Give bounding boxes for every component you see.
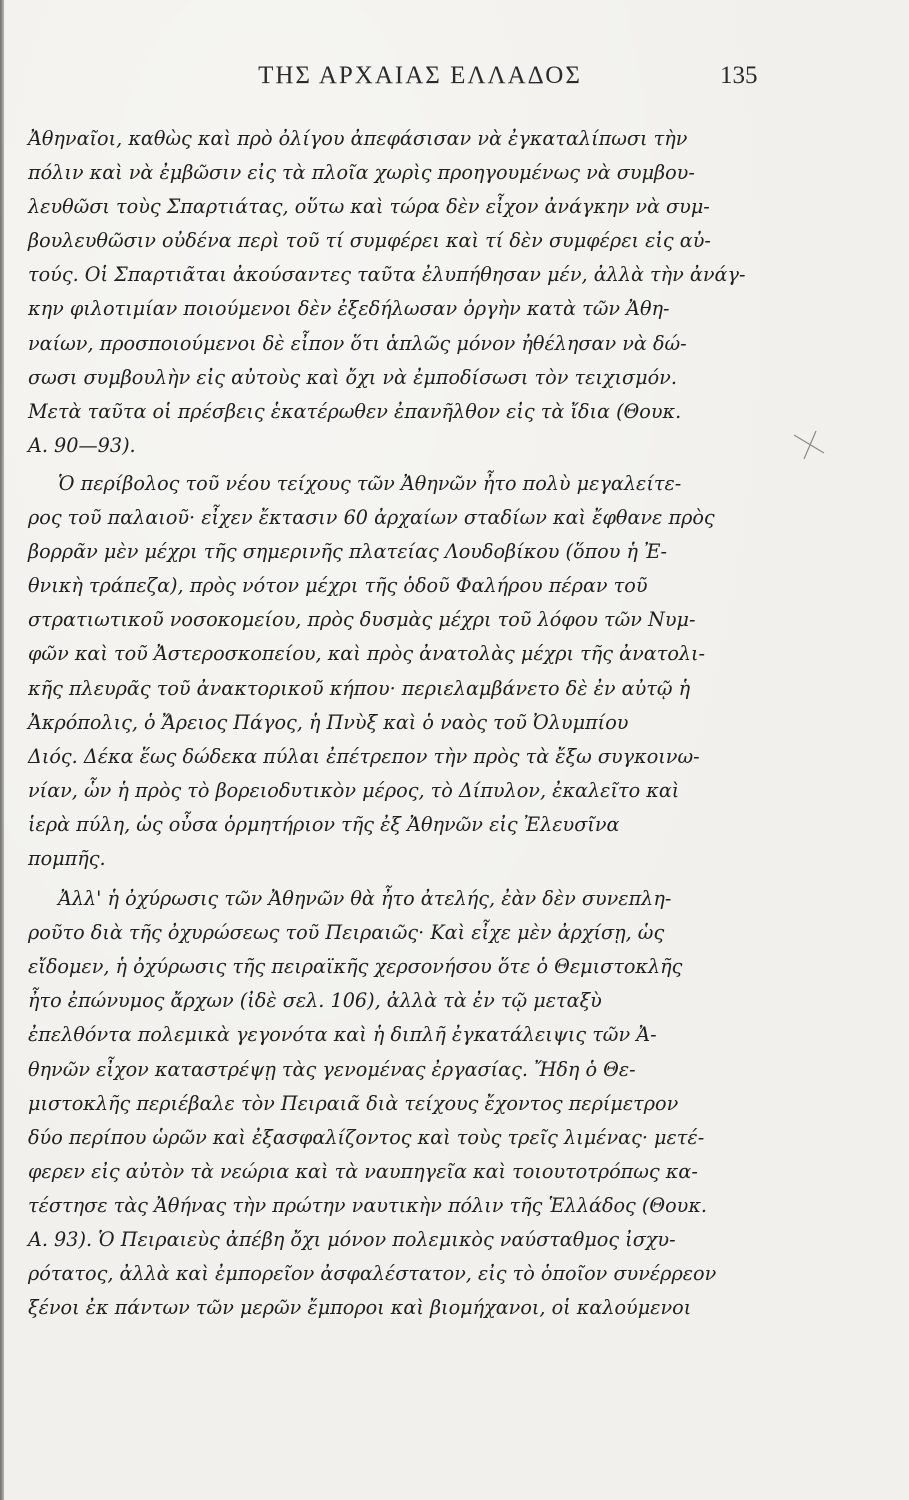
text-line: κην φιλοτιμίαν ποιούμενοι δὲν ἐξεδήλωσαν ὀργὴν κατὰ τῶν Ἀθη-: [28, 297, 670, 321]
body-text: [28, 122, 788, 1325]
pencil-cross-mark-icon: [790, 425, 830, 465]
text-line: φερεν εἰς αὐτὸν τὰ νεώρια καὶ τὰ ναυπηγεῖα καὶ τοιουτοτρόπως κα-: [28, 1159, 698, 1183]
text-line: φῶν καὶ τοῦ Ἀστεροσκοπείου, καὶ πρὸς ἀνατολὰς μέχρι τῆς ἀνατολι-: [28, 642, 706, 666]
text-line: ἱερὰ πύλη, ὡς οὖσα ὁρμητήριον τῆς ἐξ Ἀθηνῶν εἰς Ἐλευσῖνα: [28, 812, 620, 836]
page-number: 135: [720, 62, 758, 89]
text-line: Διός. Δέκα ἕως δώδεκα πύλαι ἐπέτρεπον τὴν πρὸς τὰ ἔξω συγκοινω-: [28, 744, 700, 768]
text-line: Ἀθηναῖοι, καθὼς καὶ πρὸ ὀλίγου ἀπεφάσισαν νὰ ἐγκαταλίπωσι τὴν: [28, 127, 688, 150]
text-line: λευθῶσι τοὺς Σπαρτιάτας, οὕτω καὶ τώρα δὲν εἶχον ἀνάγκην νὰ συμ-: [28, 195, 710, 219]
page-header: [0, 62, 909, 98]
text-line: Α. 90—93).: [28, 433, 136, 457]
text-line: ἐπελθόντα πολεμικὰ γεγονότα καὶ ἡ διπλῆ ἐγκατάλειψις τῶν Ἀ-: [28, 1023, 657, 1047]
text-line: θνικὴ τράπεζα), πρὸς νότον μέχρι τῆς ὁδοῦ Φαλήρου πέραν τοῦ: [28, 574, 648, 598]
text-line: σωσι συμβουλὴν εἰς αὐτοὺς καὶ ὄχι νὰ ἐμποδίσωσι τὸν τειχισμόν.: [28, 365, 677, 389]
text-line: κῆς πλευρᾶς τοῦ ἀνακτορικοῦ κήπου· περιελαμβάνετο δὲ ἐν αὐτῷ ἡ: [28, 676, 691, 700]
text-line: στρατιωτικοῦ νοσοκομείου, πρὸς δυσμὰς μέχρι τοῦ λόφου τῶν Νυμ-: [28, 608, 696, 632]
text-line: νίαν, ὧν ἡ πρὸς τὸ βορειοδυτικὸν μέρος, τὸ Δίπυλον, ἐκαλεῖτο καὶ: [28, 778, 680, 802]
text-line: βορρᾶν μὲν μέχρι τῆς σημερινῆς πλατείας Λουδοβίκου (ὅπου ἡ Ἐ-: [28, 540, 667, 564]
text-line: θηνῶν εἶχον καταστρέψῃ τὰς γενομένας ἐργασίας. Ἤδη ὁ Θε-: [28, 1057, 636, 1081]
text-line: βουλευθῶσιν οὐδένα περὶ τοῦ τί συμφέρει καὶ τί δὲν συμφέρει εἰς αὐ-: [28, 229, 711, 253]
running-title: ΤΗΣ ΑΡΧΑΙΑΣ ΕΛΛΑΔΟΣ: [258, 62, 582, 89]
page-binding-edge: [0, 0, 4, 1500]
text-line: ἦτο ἐπώνυμος ἄρχων (ἰδὲ σελ. 106), ἀλλὰ τὰ ἐν τῷ μεταξὺ: [28, 989, 602, 1013]
text-line: Ἀκρόπολις, ὁ Ἄρειος Πάγος, ἡ Πνὺξ καὶ ὁ ναὸς τοῦ Ὀλυμπίου: [28, 710, 629, 734]
text-line: ρότατος, ἀλλὰ καὶ ἐμπορεῖον ἀσφαλέστατον, εἰς τὸ ὁποῖον συνέρρεον: [28, 1262, 717, 1286]
text-line: μιστοκλῆς περιέβαλε τὸν Πειραιᾶ διὰ τείχους ἔχοντος περίμετρον: [28, 1091, 679, 1115]
text-line: ξένοι ἐκ πάντων τῶν μερῶν ἔμποροι καὶ βιομήχανοι, οἱ καλούμενοι: [28, 1296, 692, 1320]
paragraph-start-line: Ἀλλ' ἡ ὀχύρωσις τῶν Ἀθηνῶν θὰ ἦτο ἀτελής, ἐὰν δὲν συνεπλη-: [58, 887, 672, 911]
text-line: ροῦτο διὰ τῆς ὀχυρώσεως τοῦ Πειραιῶς· Καὶ εἶχε μὲν ἀρχίσῃ, ὡς: [28, 921, 665, 945]
text-line: τέστησε τὰς Ἀθήνας τὴν πρώτην ναυτικὴν πόλιν τῆς Ἑλλάδος (Θουκ.: [28, 1193, 708, 1217]
text-line: πομπῆς.: [28, 846, 106, 870]
text-line: πόλιν καὶ νὰ ἐμβῶσιν εἰς τὰ πλοῖα χωρὶς προηγουμένως νὰ συμβου-: [28, 161, 695, 185]
paragraph-start-line: Ὁ περίβολος τοῦ νέου τείχους τῶν Ἀθηνῶν ἦτο πολὺ μεγαλείτε-: [58, 471, 682, 495]
text-line: εἴδομεν, ἡ ὀχύρωσις τῆς πειραϊκῆς χερσονήσου ὅτε ὁ Θεμιστοκλῆς: [28, 955, 683, 979]
text-line: Α. 93). Ὁ Πειραιεὺς ἀπέβη ὄχι μόνον πολεμικὸς ναύσταθμος ἰσχυ-: [28, 1228, 676, 1251]
text-line: τούς. Οἱ Σπαρτιᾶται ἀκούσαντες ταῦτα ἐλυπήθησαν μέν, ἀλλὰ τὴν ἀνάγ-: [28, 263, 746, 287]
text-line: δύο περίπου ὡρῶν καὶ ἐξασφαλίζοντος καὶ τοὺς τρεῖς λιμένας· μετέ-: [28, 1125, 705, 1149]
text-line: ναίων, προσποιούμενοι δὲ εἶπον ὅτι ἁπλῶς μόνον ἠθέλησαν νὰ δώ-: [28, 331, 687, 355]
text-line: ρος τοῦ παλαιοῦ· εἶχεν ἔκτασιν 60 ἀρχαίων σταδίων καὶ ἔφθανε πρὸς: [28, 506, 715, 530]
text-line: Μετὰ ταῦτα οἱ πρέσβεις ἑκατέρωθεν ἐπανῆλθον εἰς τὰ ἴδια (Θουκ.: [28, 399, 682, 423]
